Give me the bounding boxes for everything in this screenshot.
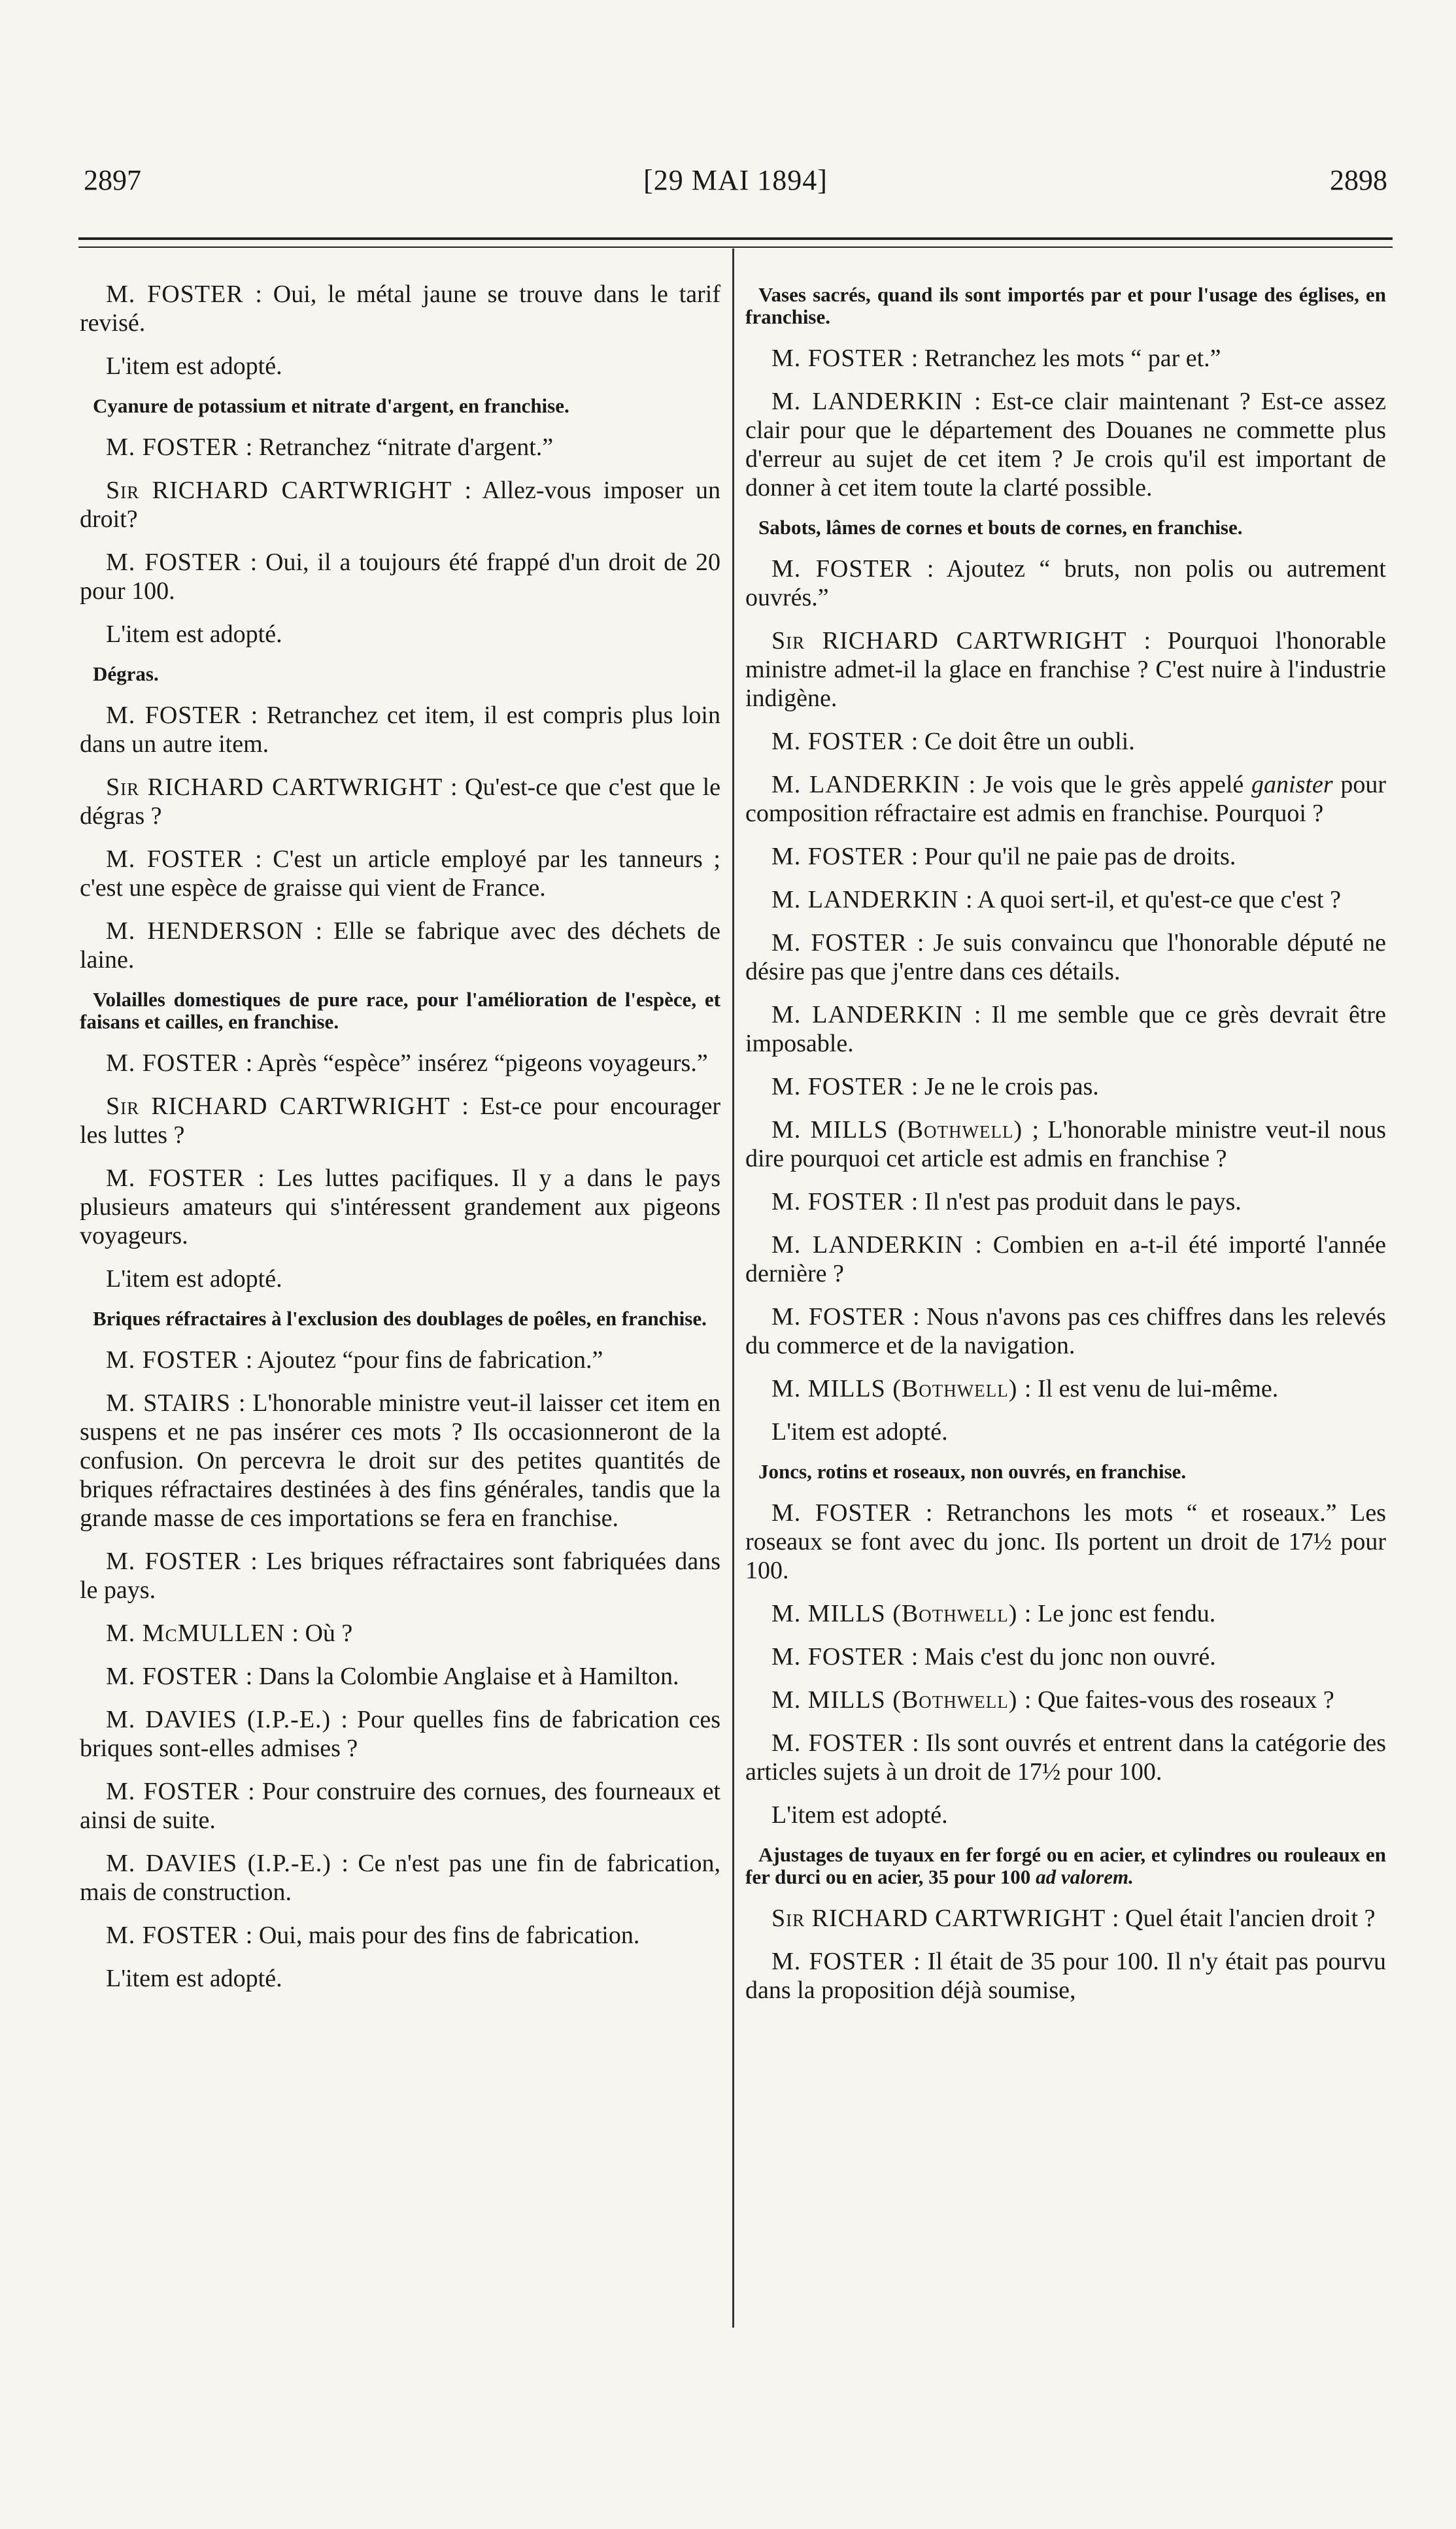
adoption-note: L'item est adopté. — [771, 1418, 948, 1446]
speech-paragraph — [80, 280, 720, 337]
speech-text: : Allez-vous imposer un droit? — [80, 477, 720, 533]
speech-paragraph — [80, 1164, 720, 1250]
speech-paragraph — [745, 1599, 1386, 1628]
speech-paragraph — [745, 1499, 1386, 1585]
speech-text: : L'honorable ministre veut-il laisser cet item en suspens et ne pas insérer ces mots ? Ils occasionneront de la confusion. On percevra le droit sur des petites quantités de briques réfractaires destinées à des fins générales, tandis que la grande masse de ces importations se fera en franchise. — [80, 1389, 720, 1532]
speaker-name: M. FOSTER — [771, 1643, 911, 1671]
page-number-right: 2898 — [1330, 164, 1387, 196]
tariff-item: Joncs, rotins et roseaux, non ouvrés, en franchise. — [758, 1460, 1187, 1483]
speech-paragraph — [80, 701, 720, 758]
speech-paragraph — [745, 1642, 1386, 1671]
left-column — [80, 280, 720, 2007]
speech-text: : Pour qu'il ne paie pas de droits. — [911, 843, 1236, 870]
speaker-name: M. FOSTER — [106, 1346, 246, 1374]
speaker-name: M. MILLS (Bothwell) — [771, 1600, 1024, 1627]
speaker-name: M. FOSTER — [106, 280, 256, 308]
speech-text: : Ce n'est pas une fin de fabrication, mais de construction. — [80, 1850, 720, 1906]
speech-text: : C'est un article employé par les tanneurs ; c'est une espèce de graisse qui vient de France. — [80, 845, 720, 902]
session-date: [29 MAI 1894] — [643, 164, 828, 196]
speaker-name: Sir RICHARD CARTWRIGHT — [106, 477, 465, 504]
speech-text: : Retranchez les mots “ par et.” — [911, 345, 1221, 372]
speech-text: : Oui, le métal jaune se trouve dans le tarif revisé. — [80, 280, 720, 337]
speaker-name: Sir RICHARD CARTWRIGHT — [106, 1093, 462, 1120]
speech-text: ; L'honorable ministre veut-il nous dire pourquoi cet article est admis en franchise ? — [745, 1116, 1386, 1172]
speech-text: : Quel était l'ancien droit ? — [1112, 1905, 1376, 1932]
speech-paragraph — [745, 928, 1386, 986]
speech-text: : Il me semble que ce grès devrait être imposable. — [745, 1001, 1386, 1057]
adoption-note: L'item est adopté. — [106, 1265, 282, 1293]
speech-paragraph — [80, 917, 720, 974]
speech-text: : Le jonc est fendu. — [1024, 1600, 1216, 1627]
speech-text: : Il était de 35 pour 100. Il n'y était pas pourvu dans la proposition déjà soumise, — [745, 1948, 1386, 2004]
speech-paragraph — [745, 1947, 1386, 2005]
header-rule-thin — [78, 246, 1393, 248]
tariff-item — [745, 1844, 1386, 1888]
page-header — [78, 163, 1393, 203]
speaker-name: M. FOSTER — [771, 1303, 913, 1331]
speaker-name: M. FOSTER — [771, 1073, 911, 1100]
speech-paragraph — [745, 1072, 1386, 1101]
speech-text: : Pour quelles fins de fabrication ces briques sont-elles admises ? — [80, 1706, 720, 1762]
speech-paragraph — [80, 1346, 720, 1374]
speech-paragraph — [745, 1302, 1386, 1360]
speech-paragraph — [745, 1187, 1386, 1216]
item-italic: ad valorem. — [1036, 1865, 1134, 1888]
speaker-name: M. FOSTER — [771, 555, 927, 583]
speaker-name: M. STAIRS — [106, 1389, 239, 1417]
speaker-name: M. FOSTER — [771, 728, 911, 755]
speaker-name: M. FOSTER — [106, 1049, 246, 1077]
speech-text: : Que faites-vous des roseaux ? — [1024, 1686, 1334, 1714]
speech-paragraph — [745, 344, 1386, 373]
speech-paragraph — [745, 1000, 1386, 1058]
speech-paragraph — [745, 626, 1386, 713]
speech-text: : Retranchez “nitrate d'argent.” — [245, 433, 554, 461]
speaker-name: M. FOSTER — [106, 702, 251, 729]
speech-text: : Pourquoi l'honorable ministre admet-il la glace en franchise ? C'est nuire à l'industrie indigène. — [745, 627, 1386, 712]
header-rule-thick — [78, 237, 1393, 240]
speaker-name: Sir RICHARD CARTWRIGHT — [771, 627, 1144, 654]
column-divider — [732, 248, 734, 2328]
speaker-name: M. MILLS (Bothwell) — [771, 1686, 1024, 1714]
tariff-item: Dégras. — [93, 662, 159, 685]
tariff-item: Volailles domestiques de pure race, pour l'amélioration de l'espèce, et faisans et cailles, en franchise. — [80, 988, 720, 1033]
item-text: Ajustages de tuyaux en fer forgé ou en acier, et cylindres ou rouleaux en fer durci ou en acier, 35 pour 100 — [745, 1843, 1386, 1888]
speech-paragraph — [80, 1662, 720, 1691]
tariff-item: Sabots, lâmes de cornes et bouts de cornes, en franchise. — [758, 516, 1243, 539]
speech-text: : A quoi sert-il, et qu'est-ce que c'est ? — [965, 886, 1341, 913]
speech-paragraph — [745, 387, 1386, 502]
speaker-name: M. MILLS (Bothwell) — [771, 1375, 1024, 1402]
speech-paragraph — [745, 1374, 1386, 1403]
speaker-name: M. FOSTER — [771, 1499, 926, 1527]
speaker-name: M. LANDERKIN — [771, 1001, 974, 1028]
speech-text: : Retranchons les mots “ et roseaux.” Les roseaux se font avec du jonc. Ils portent un droit de 17½ pour 100. — [745, 1499, 1386, 1584]
adoption-note: L'item est adopté. — [771, 1801, 948, 1829]
speech-paragraph — [745, 842, 1386, 871]
speech-text: : Il n'est pas produit dans le pays. — [911, 1188, 1242, 1215]
tariff-item: Cyanure de potassium et nitrate d'argent, en franchise. — [93, 394, 569, 417]
tariff-item: Briques réfractaires à l'exclusion des doublages de poêles, en franchise. — [93, 1307, 707, 1330]
speaker-name: M. FOSTER — [106, 1663, 246, 1690]
speech-text: : Est-ce clair maintenant ? Est-ce assez clair pour que le département des Douanes ne commette plus d'erreur au sujet de cet item ? Je crois qu'il est important de donner à cet item toute la clarté possible. — [745, 388, 1386, 501]
speech-text: : Nous n'avons pas ces chiffres dans les relevés du commerce et de la navigation. — [745, 1303, 1386, 1359]
speech-text: : Les luttes pacifiques. Il y a dans le pays plusieurs amateurs qui s'intéressent grandement aux pigeons voyageurs. — [80, 1164, 720, 1249]
speaker-name: M. FOSTER — [771, 1948, 913, 1975]
speaker-name: M. FOSTER — [106, 1548, 251, 1575]
speech-paragraph — [80, 773, 720, 830]
speech-paragraph — [80, 1092, 720, 1149]
page-number-left: 2897 — [84, 164, 141, 196]
speaker-name: M. FOSTER — [771, 1188, 911, 1215]
speech-text: : Dans la Colombie Anglaise et à Hamilton. — [245, 1663, 679, 1690]
speech-paragraph — [745, 1904, 1386, 1933]
adoption-note: L'item est adopté. — [106, 1965, 282, 1992]
speech-text: : Ce doit être un oubli. — [911, 728, 1135, 755]
speech-paragraph — [80, 1849, 720, 1907]
speech-paragraph — [745, 727, 1386, 756]
speech-paragraph — [80, 1619, 720, 1648]
speech-paragraph — [80, 845, 720, 902]
speech-text: : Oui, il a toujours été frappé d'un droit de 20 pour 100. — [80, 549, 720, 605]
speaker-name: M. LANDERKIN — [771, 886, 966, 913]
speaker-name: M. LANDERKIN — [771, 388, 974, 415]
speaker-name: M. FOSTER — [106, 845, 256, 873]
speaker-name: M. FOSTER — [106, 433, 246, 461]
speech-paragraph — [745, 554, 1386, 612]
italic-term: ganister — [1251, 771, 1333, 798]
speaker-name: M. HENDERSON — [106, 917, 316, 945]
speech-paragraph — [80, 1389, 720, 1533]
speaker-name: M. MILLS (Bothwell) — [771, 1116, 1032, 1144]
speech-paragraph — [80, 1777, 720, 1835]
speaker-name: M. DAVIES (I.P.-E.) — [106, 1706, 341, 1733]
speech-paragraph — [80, 548, 720, 605]
speech-text: : Retranchez cet item, il est compris plus loin dans un autre item. — [80, 702, 720, 758]
speech-paragraph — [80, 476, 720, 534]
speech-text: : Où ? — [292, 1620, 353, 1647]
speaker-name: M. LANDERKIN — [771, 1231, 975, 1259]
right-column — [745, 280, 1386, 2019]
adoption-note: L'item est adopté. — [106, 352, 282, 380]
speech-text: : Il est venu de lui-même. — [1024, 1375, 1279, 1402]
speech-text: : Combien en a-t-il été importé l'année dernière ? — [745, 1231, 1386, 1287]
speech-paragraph — [745, 770, 1386, 828]
speaker-name: M. DAVIES (I.P.-E.) — [106, 1850, 342, 1877]
adoption-note: L'item est adopté. — [106, 620, 282, 648]
speech-text: : Elle se fabrique avec des déchets de laine. — [80, 917, 720, 974]
speech-paragraph — [745, 1231, 1386, 1288]
speech-text: : Ajoutez “ bruts, non polis ou autrement ouvrés.” — [745, 555, 1386, 611]
speech-paragraph — [80, 1049, 720, 1078]
speaker-name: M. FOSTER — [771, 843, 911, 870]
speaker-name: M. FOSTER — [106, 1778, 248, 1805]
speech-text: : Les briques réfractaires sont fabriquées dans le pays. — [80, 1548, 720, 1604]
speech-paragraph — [745, 1729, 1386, 1786]
speaker-name: M. FOSTER — [106, 1164, 258, 1192]
speech-paragraph — [80, 1705, 720, 1763]
speech-text: : Je suis convaincu que l'honorable député ne désire pas que j'entre dans ces détails. — [745, 929, 1386, 985]
speech-text: : Qu'est-ce que c'est que le dégras ? — [80, 773, 720, 830]
speech-paragraph — [745, 1686, 1386, 1714]
speaker-name: Sir RICHARD CARTWRIGHT — [771, 1905, 1112, 1932]
speaker-name: M. McMULLEN — [106, 1620, 292, 1647]
tariff-item: Vases sacrés, quand ils sont importés par et pour l'usage des églises, en franchise. — [745, 283, 1386, 328]
speech-text: : Oui, mais pour des fins de fabrication. — [245, 1922, 640, 1949]
speaker-name: M. FOSTER — [106, 549, 250, 576]
speech-text: : Je ne le crois pas. — [911, 1073, 1099, 1100]
speech-paragraph — [80, 1547, 720, 1604]
speech-paragraph — [745, 885, 1386, 914]
speech-text: : Est-ce pour encourager les luttes ? — [80, 1093, 720, 1149]
speaker-name: M. FOSTER — [771, 345, 911, 372]
speech-paragraph — [80, 1921, 720, 1950]
speaker-name: Sir RICHARD CARTWRIGHT — [106, 773, 450, 801]
speaker-name: M. FOSTER — [771, 1729, 913, 1757]
speaker-name: M. FOSTER — [106, 1922, 246, 1949]
speech-text: : Pour construire des cornues, des fourneaux et ainsi de suite. — [80, 1778, 720, 1834]
speech-text: : Ajoutez “pour fins de fabrication.” — [245, 1346, 603, 1374]
speech-text: : Ils sont ouvrés et entrent dans la catégorie des articles sujets à un droit de 17½ pour 100. — [745, 1729, 1386, 1786]
speech-text: : Après “espèce” insérez “pigeons voyageurs.” — [245, 1049, 708, 1077]
speaker-name: M. FOSTER — [771, 929, 917, 957]
speech-text: : Je vois que le grès appelé — [968, 771, 1244, 798]
speech-paragraph — [745, 1115, 1386, 1173]
speech-paragraph — [80, 433, 720, 462]
speaker-name: M. LANDERKIN — [771, 771, 969, 798]
speech-text: pour composition réfractaire est admis en franchise. Pourquoi ? — [745, 771, 1387, 827]
speech-text: : Mais c'est du jonc non ouvré. — [911, 1643, 1216, 1671]
